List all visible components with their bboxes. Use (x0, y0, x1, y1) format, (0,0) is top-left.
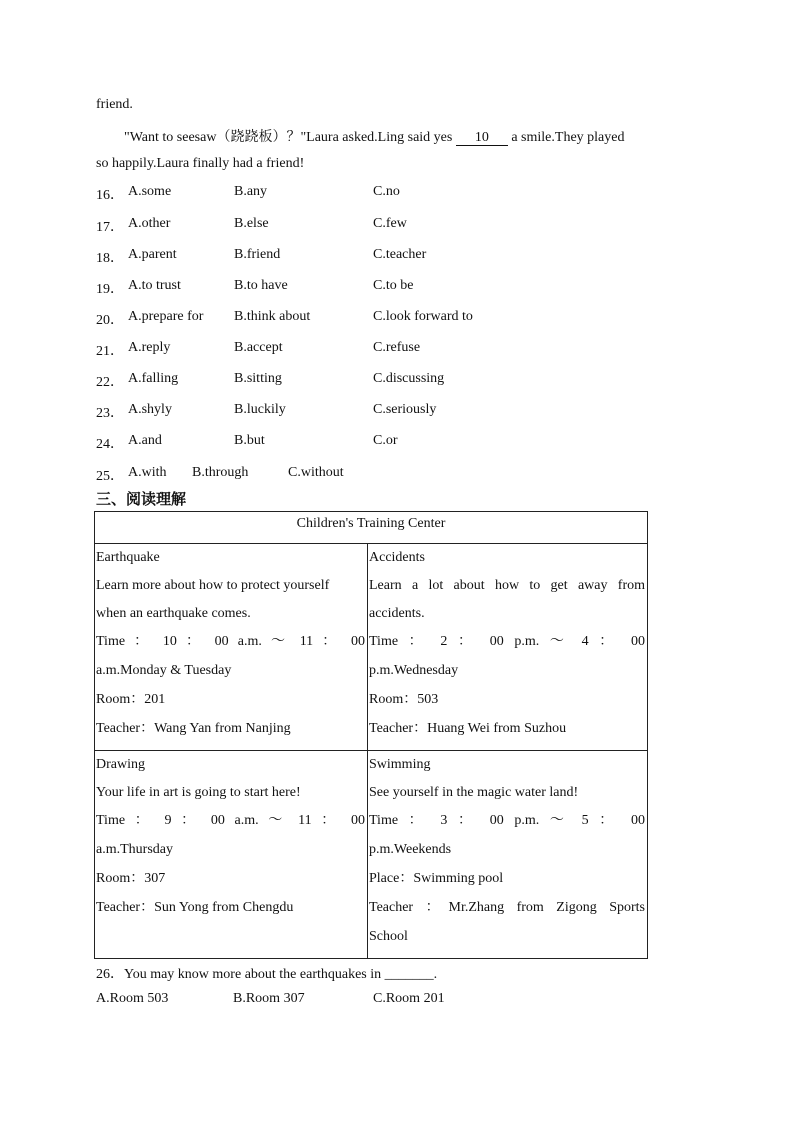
option-c: C.discussing (373, 371, 445, 386)
option-c: C.to be (373, 278, 414, 293)
course-teacher-cont: School (369, 929, 408, 944)
option-a: A.some (128, 184, 172, 199)
option-a: A.with (128, 465, 167, 480)
option-b: B.through (192, 465, 249, 480)
question-number: 19． (96, 282, 124, 297)
option-c: C.look forward to (373, 309, 473, 324)
option-b: B.else (234, 216, 269, 231)
option-a: A.Room 503 (96, 991, 169, 1006)
question-number: 24． (96, 437, 124, 452)
option-b: B.friend (234, 247, 281, 262)
option-a: A.and (128, 433, 162, 448)
question-number: 22． (96, 375, 124, 390)
course-room: Room：201 (96, 692, 166, 707)
question-number: 17． (96, 220, 124, 235)
option-a: A.shyly (128, 402, 172, 417)
course-name: Accidents (369, 550, 425, 565)
passage-line-2 (124, 126, 624, 146)
table-title: Children's Training Center (95, 512, 648, 544)
course-place: Place：Swimming pool (369, 871, 504, 886)
cell-accidents (368, 544, 648, 751)
course-description: Learn a lot about how to get away from (369, 578, 645, 593)
option-b: B.accept (234, 340, 283, 355)
question-26-stem: 26．You may know more about the earthquakes in _______. (96, 967, 438, 982)
option-c: C.without (288, 465, 344, 480)
course-description: See yourself in the magic water land! (369, 785, 579, 800)
passage-line-2-end: a smile.They played (507, 130, 625, 145)
course-time-cont: p.m.Wednesday (369, 663, 459, 678)
course-teacher: Teacher ：Mr.Zhang from Zigong Sports (369, 900, 645, 915)
option-b: B.sitting (234, 371, 282, 386)
course-description-cont: accidents. (369, 606, 425, 621)
course-name: Earthquake (96, 550, 160, 565)
passage-line-2-start: "Want to seesaw（跷跷板）？"Laura asked.Ling said yes (124, 130, 456, 145)
cell-earthquake (95, 544, 368, 751)
option-a: A.to trust (128, 278, 181, 293)
course-room: Room：503 (369, 692, 439, 707)
passage-line-3: so happily.Laura finally had a friend! (96, 156, 305, 171)
course-teacher: Teacher：Huang Wei from Suzhou (369, 721, 567, 736)
question-number: 18． (96, 251, 124, 266)
course-time-cont: a.m.Thursday (96, 842, 173, 857)
option-c: C.Room 201 (373, 991, 445, 1006)
course-time-cont: a.m.Monday & Tuesday (96, 663, 232, 678)
course-description-cont: when an earthquake comes. (96, 606, 251, 621)
option-b: B.Room 307 (233, 991, 305, 1006)
question-number: 23． (96, 406, 124, 421)
option-b: B.to have (234, 278, 288, 293)
option-a: A.other (128, 216, 171, 231)
course-name: Drawing (96, 757, 145, 772)
question-number: 20． (96, 313, 124, 328)
training-center-table (94, 511, 648, 959)
question-number: 16． (96, 188, 124, 203)
course-time: Time ： 2 ： 00 p.m. ～ 4 ： 00 (369, 634, 645, 649)
course-teacher: Teacher：Sun Yong from Chengdu (96, 900, 294, 915)
course-name: Swimming (369, 757, 431, 772)
course-time-cont: p.m.Weekends (369, 842, 452, 857)
course-teacher: Teacher：Wang Yan from Nanjing (96, 721, 291, 736)
option-a: A.parent (128, 247, 177, 262)
course-time: Time ： 10 ： 00 a.m. ～ 11 ： 00 (96, 634, 365, 649)
section-heading: 三、阅读理解 (96, 490, 187, 508)
course-description: Learn more about how to protect yourself (96, 578, 330, 593)
option-b: B.luckily (234, 402, 286, 417)
course-room: Room：307 (96, 871, 166, 886)
option-b: B.any (234, 184, 268, 199)
course-time: Time ： 3 ： 00 p.m. ～ 5 ： 00 (369, 813, 645, 828)
option-a: A.reply (128, 340, 171, 355)
option-b: B.but (234, 433, 265, 448)
passage-line-1: friend. (96, 97, 133, 112)
option-c: C.no (373, 184, 400, 199)
option-c: C.refuse (373, 340, 421, 355)
option-a: A.prepare for (128, 309, 204, 324)
answer-blank-10: 10 (456, 130, 508, 146)
cell-drawing (95, 751, 368, 959)
course-time: Time ： 9 ： 00 a.m. ～ 11 ： 00 (96, 813, 365, 828)
option-c: C.or (373, 433, 398, 448)
course-description: Your life in art is going to start here! (96, 785, 301, 800)
option-c: C.seriously (373, 402, 437, 417)
option-b: B.think about (234, 309, 311, 324)
option-c: C.few (373, 216, 407, 231)
option-a: A.falling (128, 371, 179, 386)
cell-swimming (368, 751, 648, 959)
question-number: 25． (96, 469, 124, 484)
option-c: C.teacher (373, 247, 427, 262)
question-number: 21． (96, 344, 124, 359)
